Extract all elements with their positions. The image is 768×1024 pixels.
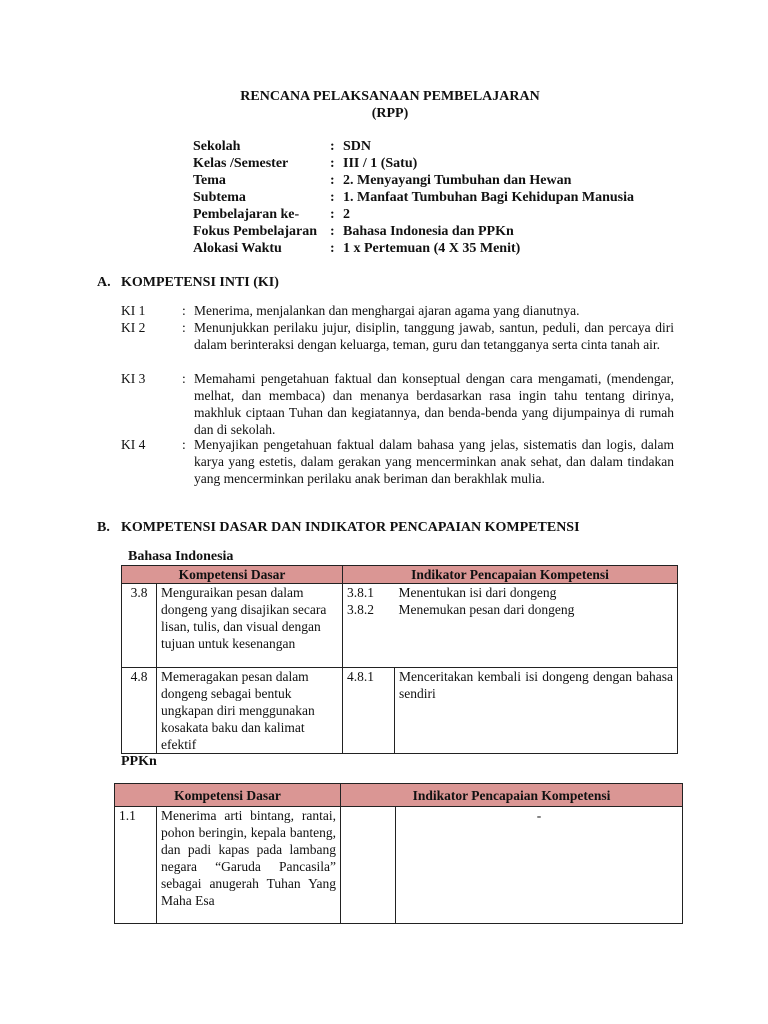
ki-code: KI 2 <box>121 320 146 335</box>
indicator-text: Menentukan isi dari dongeng <box>398 585 557 600</box>
table-header-row <box>115 784 683 807</box>
table-row <box>122 668 678 754</box>
ki-code: KI 3 <box>121 371 146 386</box>
kd-text: Menguraikan pesan dalam dongeng yang disajikan secara lisan, tulis, dan visual dengan tujuan untuk kesenangan <box>157 584 343 668</box>
identity-colon: : <box>330 156 335 171</box>
indicator-texts <box>395 584 678 668</box>
indicator-number <box>341 807 396 924</box>
bahasa-kd-table <box>121 565 678 754</box>
table-row <box>122 584 678 668</box>
ki-text: Menyajikan pengetahuan faktual dalam bahasa yang jelas, sistematis dan logis, dalam karya yang estetis, dalam gerakan yang mencerminkan anak sehat, dan dalam tindakan yang mencerminkan perilaku anak beriman dan berakhlak mulia. <box>194 437 674 486</box>
section-title: KOMPETENSI DASAR DAN INDIKATOR PENCAPAIAN KOMPETENSI <box>121 520 580 535</box>
identity-label: Subtema <box>193 190 246 205</box>
header-kompetensi-dasar: Kompetensi Dasar <box>122 566 343 584</box>
ppkn-kd-table <box>114 783 683 924</box>
identity-colon: : <box>330 207 335 222</box>
subject-ppkn: PPKn <box>121 754 157 769</box>
ki-colon: : <box>182 371 186 386</box>
identity-colon: : <box>330 241 335 256</box>
kd-number: 1.1 <box>115 807 157 924</box>
identity-value: 2 <box>343 207 350 222</box>
kd-number: 3.8 <box>122 584 157 668</box>
indicator-text: - <box>396 807 683 924</box>
ki-colon: : <box>182 303 186 318</box>
section-title: KOMPETENSI INTI (KI) <box>121 275 279 290</box>
identity-value: SDN <box>343 139 372 154</box>
ki-colon: : <box>182 320 186 335</box>
identity-value: 1. Manfaat Tumbuhan Bagi Kehidupan Manusia <box>343 190 634 205</box>
identity-value: Bahasa Indonesia dan PPKn <box>343 224 514 239</box>
section-letter: A. <box>97 275 111 290</box>
identity-label: Sekolah <box>193 139 241 154</box>
ki-code: KI 1 <box>121 303 146 318</box>
indicator-numbers <box>343 584 395 668</box>
indicator-number: 3.8.1 <box>347 585 374 600</box>
identity-label: Tema <box>193 173 226 188</box>
header-indikator: Indikator Pencapaian Kompetensi <box>343 566 678 584</box>
indicator-number: 4.8.1 <box>343 668 395 754</box>
kd-text: Memeragakan pesan dalam dongeng sebagai bentuk ungkapan diri menggunakan kosakata baku dan kalimat efektif <box>157 668 343 754</box>
identity-colon: : <box>330 224 335 239</box>
identity-label: Pembelajaran ke- <box>193 207 300 222</box>
identity-colon: : <box>330 139 335 154</box>
ki-code: KI 4 <box>121 437 146 452</box>
identity-label: Fokus Pembelajaran <box>193 224 318 239</box>
ki-text: Memahami pengetahuan faktual dan konseptual dengan cara mengamati, (mendengar, melhat, dan membaca) dan menanya berdasarkan rasa ingin tahu tentang dirinya, makhluk ciptaan Tuhan dan kegiatannya, dan benda-benda yang dijumpainya di rumah dan di sekolah. <box>194 371 674 437</box>
table-row <box>115 807 683 924</box>
identity-colon: : <box>330 173 335 188</box>
identity-value: III / 1 (Satu) <box>343 156 418 171</box>
header-indikator: Indikator Pencapaian Kompetensi <box>341 784 683 807</box>
indicator-text: Menceritakan kembali isi dongeng dengan bahasa sendiri <box>395 668 678 754</box>
identity-label: Alokasi Waktu <box>193 241 282 256</box>
section-letter: B. <box>97 520 110 535</box>
ki-colon: : <box>182 437 186 452</box>
document-title: RENCANA PELAKSANAAN PEMBELAJARAN <box>240 89 540 104</box>
ki-text: Menunjukkan perilaku jujur, disiplin, tanggung jawab, santun, peduli, dan percaya diri dalam berinteraksi dengan keluarga, teman, guru dan tetangganya serta cinta tanah air. <box>194 320 674 352</box>
subject-bahasa-indonesia: Bahasa Indonesia <box>128 549 234 564</box>
identity-value: 1 x Pertemuan (4 X 35 Menit) <box>343 241 521 256</box>
indicator-number: 3.8.2 <box>347 602 374 617</box>
indicator-text: Menemukan pesan dari dongeng <box>398 602 575 617</box>
ki-text: Menerima, menjalankan dan menghargai ajaran agama yang dianutnya. <box>194 303 580 318</box>
identity-colon: : <box>330 190 335 205</box>
identity-value: 2. Menyayangi Tumbuhan dan Hewan <box>343 173 572 188</box>
kd-text: Menerima arti bintang, rantai, pohon beringin, kepala banteng, dan padi kapas pada lambang negara “Garuda Pancasila” sebagai anugerah Tuhan Yang Maha Esa <box>157 807 341 924</box>
table-header-row <box>122 566 678 584</box>
kd-number: 4.8 <box>122 668 157 754</box>
header-kompetensi-dasar: Kompetensi Dasar <box>115 784 341 807</box>
identity-label: Kelas /Semester <box>193 156 289 171</box>
document-subtitle: (RPP) <box>371 106 409 121</box>
